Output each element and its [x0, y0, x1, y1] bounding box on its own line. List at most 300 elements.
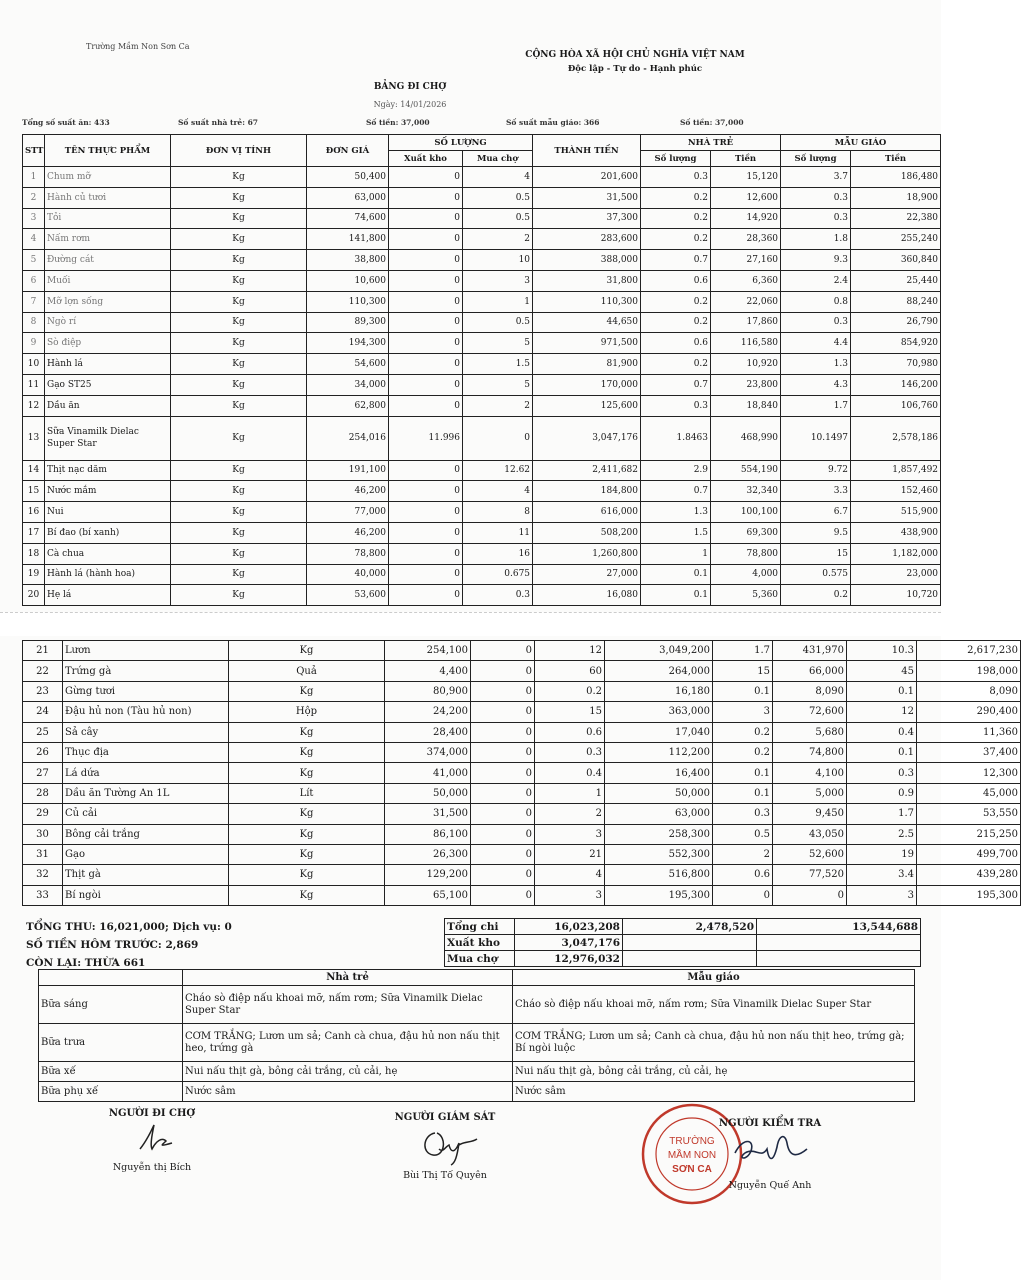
menu-cell-nt: Nui nấu thịt gà, bông cải trắng, củ cải, hẹ	[183, 1062, 513, 1082]
table-row	[23, 783, 1021, 803]
cell-name: Bí ngòi	[63, 885, 229, 905]
cell-name: Nấm rơm	[45, 229, 171, 250]
cell-stt: 12	[23, 395, 45, 416]
totals-summary	[26, 918, 232, 972]
cell-mg-amount: 53,550	[917, 804, 1021, 824]
col-amount: THÀNH TIỀN	[533, 135, 641, 167]
cell-nt-qty: 0.2	[713, 722, 773, 742]
cell-amount: 283,600	[533, 229, 641, 250]
cell-nt-amount: 0	[773, 885, 847, 905]
menu-table	[38, 969, 915, 1102]
cell-name: Dầu ăn Tường An 1L	[63, 783, 229, 803]
cell-name: Thịt gà	[63, 865, 229, 885]
cell-stt: 8	[23, 312, 45, 333]
cell-buy: 5	[463, 374, 533, 395]
cell-nt-qty: 2	[713, 844, 773, 864]
motto: Độc lập - Tự do - Hạnh phúc	[567, 64, 703, 74]
cell-amount: 195,300	[605, 885, 713, 905]
cell-unit: Quả	[229, 661, 385, 681]
cell-stt: 32	[23, 865, 63, 885]
cell-stock-out: 0	[389, 333, 463, 354]
table-row	[23, 333, 941, 354]
table-row	[23, 250, 941, 271]
cell-stt: 3	[23, 208, 45, 229]
table-row	[23, 395, 941, 416]
menu-row	[39, 986, 915, 1024]
cell-unit: Kg	[171, 312, 307, 333]
cell-mg-amount: 1,857,492	[851, 460, 941, 481]
cell-stock-out: 0	[389, 564, 463, 585]
cell-amount: 1,260,800	[533, 543, 641, 564]
cell-nt-qty: 0.5	[713, 824, 773, 844]
cell-mg-qty: 0.3	[847, 763, 917, 783]
cell-stt: 14	[23, 460, 45, 481]
table-row	[23, 885, 1021, 905]
cell-price: 374,000	[385, 742, 471, 762]
cell-stock-out: 0	[389, 502, 463, 523]
cell-buy: 0.5	[463, 187, 533, 208]
signer-name: Bùi Thị Tố Quyên	[403, 1170, 487, 1181]
cell-stt: 10	[23, 354, 45, 375]
cell-nt-amount: 116,580	[711, 333, 781, 354]
cell-buy: 4	[463, 167, 533, 188]
market-table-part1	[22, 134, 941, 606]
cell-nt-amount: 52,600	[773, 844, 847, 864]
cell-unit: Kg	[171, 333, 307, 354]
cell-unit: Kg	[171, 187, 307, 208]
cell-price: 50,000	[385, 783, 471, 803]
cell-mg-qty: 3.3	[781, 481, 851, 502]
table-row	[23, 229, 941, 250]
cell-name: Hành lá	[45, 354, 171, 375]
cell-nt-qty: 0	[713, 885, 773, 905]
cell-mg-amount: 18,900	[851, 187, 941, 208]
cell-price: 28,400	[385, 722, 471, 742]
document-date: Ngày: 14/01/2026	[373, 100, 447, 109]
cell-amount: 170,000	[533, 374, 641, 395]
cell-mg-qty: 1.7	[847, 804, 917, 824]
table-row	[23, 722, 1021, 742]
cell-mg-amount: 186,480	[851, 167, 941, 188]
cell-nt-qty: 1	[641, 543, 711, 564]
cell-nt-qty: 0.2	[641, 312, 711, 333]
table-row	[23, 187, 941, 208]
cell-mg-qty: 9.72	[781, 460, 851, 481]
cell-mg-qty: 10.1497	[781, 416, 851, 460]
cell-stt: 11	[23, 374, 45, 395]
cell-buy: 0.675	[463, 564, 533, 585]
signature-role: NGƯỜI KIỂM TRA	[718, 1118, 822, 1129]
cell-stt: 26	[23, 742, 63, 762]
cell-nt-qty: 0.2	[713, 742, 773, 762]
menu-cell-nt: CƠM TRẮNG; Lươn um sả; Canh cà chua, đậu hủ non nấu thịt heo, trứng gà	[183, 1024, 513, 1062]
cell-mg-amount: 2,578,186	[851, 416, 941, 460]
signature-buyer	[92, 1108, 212, 1173]
cell-price: 4,400	[385, 661, 471, 681]
menu-cell-mg: CƠM TRẮNG; Lươn um sả; Canh cà chua, đậu hủ non nấu thịt heo, trứng gà; Bí ngòi luộc	[513, 1024, 915, 1062]
table-row	[23, 661, 1021, 681]
cell-mg-amount: 22,380	[851, 208, 941, 229]
blank-cell	[757, 951, 921, 967]
total-income: TỔNG THU: 16,021,000; Dịch vụ: 0	[26, 921, 232, 933]
cell-stock-out: 0	[471, 824, 535, 844]
col-buy: Mua chợ	[463, 151, 533, 167]
cell-name: Gạo ST25	[45, 374, 171, 395]
cell-buy: 4	[535, 865, 605, 885]
stock-out-value: 3,047,176	[515, 935, 623, 951]
stamp-line-2: MẦM NON	[667, 1150, 717, 1161]
cell-mg-amount: 11,360	[917, 722, 1021, 742]
cell-price: 50,400	[307, 167, 389, 188]
cell-price: 254,100	[385, 641, 471, 661]
cell-unit: Kg	[171, 374, 307, 395]
cell-stt: 17	[23, 522, 45, 543]
market-buy-value: 12,976,032	[515, 951, 623, 967]
blank-cell	[623, 951, 757, 967]
col-price: ĐƠN GIÁ	[307, 135, 389, 167]
menu-cell-meal: Bữa sáng	[39, 986, 183, 1024]
menu-cell-nt: Cháo sò điệp nấu khoai mỡ, nấm rơm; Sữa Vinamilk Dielac Super Star	[183, 986, 513, 1024]
cell-amount: 31,500	[533, 187, 641, 208]
cell-nt-amount: 74,800	[773, 742, 847, 762]
table-row	[23, 312, 941, 333]
cell-nt-amount: 6,360	[711, 270, 781, 291]
cell-mg-qty: 10.3	[847, 641, 917, 661]
cell-stt: 15	[23, 481, 45, 502]
cell-name: Gạo	[63, 844, 229, 864]
cell-name: Củ cải	[63, 804, 229, 824]
cell-nt-qty: 0.7	[641, 481, 711, 502]
cell-name: Sò điệp	[45, 333, 171, 354]
market-buy-label: Mua chợ	[445, 951, 515, 967]
cell-mg-amount: 195,300	[917, 885, 1021, 905]
cell-mg-amount: 439,280	[917, 865, 1021, 885]
signature-role: NGƯỜI ĐI CHỢ	[108, 1108, 196, 1119]
cell-buy: 0	[463, 416, 533, 460]
cell-nt-qty: 0.2	[641, 208, 711, 229]
table-row	[23, 522, 941, 543]
cell-nt-qty: 3	[713, 702, 773, 722]
cell-unit: Kg	[171, 250, 307, 271]
cell-name: Thịt nạc dăm	[45, 460, 171, 481]
cell-nt-amount: 28,360	[711, 229, 781, 250]
cell-buy: 60	[535, 661, 605, 681]
cell-nt-amount: 9,450	[773, 804, 847, 824]
table-row	[23, 641, 1021, 661]
cell-stt: 20	[23, 585, 45, 606]
cell-buy: 1	[463, 291, 533, 312]
cell-price: 194,300	[307, 333, 389, 354]
cell-buy: 0.3	[535, 742, 605, 762]
cell-amount: 3,047,176	[533, 416, 641, 460]
blank-cell	[39, 970, 183, 986]
cell-unit: Kg	[171, 395, 307, 416]
cell-stock-out: 0	[389, 187, 463, 208]
table-row	[23, 502, 941, 523]
cell-nt-qty: 0.1	[641, 585, 711, 606]
col-stt: STT	[23, 135, 45, 167]
cell-mg-qty: 0.9	[847, 783, 917, 803]
cell-nt-amount: 18,840	[711, 395, 781, 416]
cell-unit: Kg	[171, 229, 307, 250]
cell-stock-out: 0	[389, 250, 463, 271]
cell-nt-qty: 0.6	[641, 270, 711, 291]
cell-stt: 23	[23, 681, 63, 701]
cell-price: 31,500	[385, 804, 471, 824]
cell-mg-amount: 106,760	[851, 395, 941, 416]
cell-unit: Kg	[171, 416, 307, 460]
table-row	[23, 763, 1021, 783]
cell-nt-amount: 4,100	[773, 763, 847, 783]
col-qty: SỐ LƯỢNG	[389, 135, 533, 151]
cell-amount: 16,180	[605, 681, 713, 701]
page-title: BẢNG ĐI CHỢ	[373, 82, 447, 92]
cell-name: Trứng gà	[63, 661, 229, 681]
cell-unit: Kg	[171, 564, 307, 585]
cell-nt-amount: 22,060	[711, 291, 781, 312]
cell-stt: 31	[23, 844, 63, 864]
cell-name: Sữa Vinamilk Dielac Super Star	[45, 416, 171, 460]
cell-stock-out: 0	[389, 543, 463, 564]
cell-mg-qty: 3.7	[781, 167, 851, 188]
menu-row	[39, 1062, 915, 1082]
cell-mg-qty: 2.4	[781, 270, 851, 291]
cell-price: 254,016	[307, 416, 389, 460]
cell-nt-amount: 10,920	[711, 354, 781, 375]
cell-buy: 2	[535, 804, 605, 824]
col-unit: ĐƠN VỊ TÍNH	[171, 135, 307, 167]
cell-unit: Kg	[171, 208, 307, 229]
cell-nt-qty: 0.1	[713, 783, 773, 803]
menu-cell-mg: Nui nấu thịt gà, bông cải trắng, củ cải, hẹ	[513, 1062, 915, 1082]
cell-amount: 388,000	[533, 250, 641, 271]
cell-amount: 81,900	[533, 354, 641, 375]
table-row	[23, 824, 1021, 844]
cell-stt: 7	[23, 291, 45, 312]
cell-mg-qty: 1.3	[781, 354, 851, 375]
cell-name: Muối	[45, 270, 171, 291]
cell-nt-amount: 43,050	[773, 824, 847, 844]
cell-mg-qty: 0.1	[847, 681, 917, 701]
cell-stock-out: 0	[471, 641, 535, 661]
menu-cell-mg: Nước sâm	[513, 1082, 915, 1102]
cell-nt-amount: 5,000	[773, 783, 847, 803]
cell-nt-amount: 431,970	[773, 641, 847, 661]
col-mg-qty: Số lượng	[781, 151, 851, 167]
cell-mg-amount: 8,090	[917, 681, 1021, 701]
cell-buy: 12.62	[463, 460, 533, 481]
table-row	[23, 291, 941, 312]
cell-buy: 4	[463, 481, 533, 502]
signer-name: Nguyễn Quế Anh	[728, 1180, 812, 1191]
cell-mg-amount: 360,840	[851, 250, 941, 271]
cell-amount: 516,800	[605, 865, 713, 885]
cell-nt-qty: 0.7	[641, 250, 711, 271]
cell-stock-out: 0	[471, 661, 535, 681]
cell-amount: 37,300	[533, 208, 641, 229]
cell-stock-out: 0	[471, 804, 535, 824]
cell-nt-qty: 0.6	[641, 333, 711, 354]
cell-nt-qty: 15	[713, 661, 773, 681]
cell-stock-out: 0	[471, 702, 535, 722]
cell-stt: 21	[23, 641, 63, 661]
cell-price: 129,200	[385, 865, 471, 885]
cell-mg-amount: 23,000	[851, 564, 941, 585]
cell-stock-out: 0	[471, 844, 535, 864]
cell-nt-amount: 5,680	[773, 722, 847, 742]
cell-price: 65,100	[385, 885, 471, 905]
cell-unit: Kg	[171, 354, 307, 375]
cell-unit: Kg	[229, 804, 385, 824]
cell-name: Bí đao (bí xanh)	[45, 522, 171, 543]
cell-mg-amount: 198,000	[917, 661, 1021, 681]
cell-nt-amount: 32,340	[711, 481, 781, 502]
cell-stt: 29	[23, 804, 63, 824]
cell-mg-amount: 255,240	[851, 229, 941, 250]
col-stock-out: Xuất kho	[389, 151, 463, 167]
table-row	[23, 543, 941, 564]
cell-stock-out: 0	[389, 354, 463, 375]
cell-price: 74,600	[307, 208, 389, 229]
cell-unit: Kg	[171, 460, 307, 481]
cell-mg-amount: 146,200	[851, 374, 941, 395]
cell-name: Tỏi	[45, 208, 171, 229]
cell-name: Ngò rí	[45, 312, 171, 333]
cell-mg-qty: 4.4	[781, 333, 851, 354]
cell-nt-qty: 0.1	[713, 681, 773, 701]
cell-mg-amount: 12,300	[917, 763, 1021, 783]
table-row	[23, 374, 941, 395]
cell-mg-qty: 6.7	[781, 502, 851, 523]
stamp-line-3: SƠN CA	[672, 1164, 712, 1175]
cell-amount: 125,600	[533, 395, 641, 416]
cell-amount: 44,650	[533, 312, 641, 333]
cell-stt: 2	[23, 187, 45, 208]
cell-name: Mỡ lợn sống	[45, 291, 171, 312]
cell-mg-qty: 15	[781, 543, 851, 564]
cell-name: Lá dứa	[63, 763, 229, 783]
cell-amount: 63,000	[605, 804, 713, 824]
cell-amount: 2,411,682	[533, 460, 641, 481]
cell-mg-amount: 2,617,230	[917, 641, 1021, 661]
cell-name: Hành củ tươi	[45, 187, 171, 208]
cell-amount: 3,049,200	[605, 641, 713, 661]
menu-nha-tre-header: Nhà trẻ	[183, 970, 513, 986]
cell-buy: 0.6	[535, 722, 605, 742]
cell-amount: 508,200	[533, 522, 641, 543]
cell-stt: 30	[23, 824, 63, 844]
cell-amount: 258,300	[605, 824, 713, 844]
cell-stt: 33	[23, 885, 63, 905]
handwritten-signature	[405, 1123, 485, 1167]
cell-mg-amount: 10,720	[851, 585, 941, 606]
cell-mg-qty: 19	[847, 844, 917, 864]
national-header	[470, 48, 800, 76]
stamp-line-1: TRƯỜNG	[669, 1136, 715, 1147]
cell-name: Chum mỡ	[45, 167, 171, 188]
cell-nt-amount: 8,090	[773, 681, 847, 701]
market-table-part2	[22, 640, 1021, 906]
previous-balance: SỐ TIỀN HÔM TRƯỚC: 2,869	[26, 939, 199, 951]
cell-name: Bông cải trắng	[63, 824, 229, 844]
cell-stt: 9	[23, 333, 45, 354]
cell-name: Hẹ lá	[45, 585, 171, 606]
cell-mg-amount: 1,182,000	[851, 543, 941, 564]
cell-stt: 27	[23, 763, 63, 783]
cell-mg-amount: 37,400	[917, 742, 1021, 762]
nha-tre-portions: Số suất nhà trẻ: 67	[178, 118, 259, 127]
cell-nt-amount: 15,120	[711, 167, 781, 188]
cell-stt: 19	[23, 564, 45, 585]
page-divider	[0, 612, 941, 636]
cell-mg-qty: 3.4	[847, 865, 917, 885]
cell-nt-amount: 5,360	[711, 585, 781, 606]
cell-nt-qty: 1.5	[641, 522, 711, 543]
cell-stock-out: 0	[389, 312, 463, 333]
cell-stt: 13	[23, 416, 45, 460]
cell-price: 62,800	[307, 395, 389, 416]
col-mg-amount: Tiền	[851, 151, 941, 167]
cell-amount: 363,000	[605, 702, 713, 722]
menu-cell-meal: Bữa phụ xế	[39, 1082, 183, 1102]
cell-name: Thục địa	[63, 742, 229, 762]
cell-price: 53,600	[307, 585, 389, 606]
cell-nt-qty: 1.7	[713, 641, 773, 661]
table-row	[23, 865, 1021, 885]
cell-name: Đường cát	[45, 250, 171, 271]
cell-price: 46,200	[307, 481, 389, 502]
table-row	[23, 742, 1021, 762]
cell-amount: 971,500	[533, 333, 641, 354]
signature-checker	[700, 1118, 840, 1191]
cell-stock-out: 0	[389, 522, 463, 543]
cell-stock-out: 0	[471, 722, 535, 742]
col-nt-amount: Tiền	[711, 151, 781, 167]
cell-unit: Kg	[229, 885, 385, 905]
cell-unit: Kg	[229, 722, 385, 742]
total-spend-label: Tổng chi	[445, 919, 515, 935]
cell-unit: Kg	[229, 844, 385, 864]
cell-mg-qty: 0.1	[847, 742, 917, 762]
mau-giao-money: Số tiền: 37,000	[680, 118, 744, 127]
cell-stock-out: 0	[389, 229, 463, 250]
cell-price: 86,100	[385, 824, 471, 844]
cell-nt-qty: 2.9	[641, 460, 711, 481]
cell-mg-amount: 290,400	[917, 702, 1021, 722]
cell-mg-amount: 499,700	[917, 844, 1021, 864]
cell-stt: 25	[23, 722, 63, 742]
cell-mg-qty: 3	[847, 885, 917, 905]
cell-buy: 3	[535, 885, 605, 905]
table-row	[23, 481, 941, 502]
remaining-balance: CÒN LẠI: THỪA 661	[26, 957, 146, 969]
cell-price: 54,600	[307, 354, 389, 375]
menu-cell-meal: Bữa xế	[39, 1062, 183, 1082]
cell-nt-qty: 0.2	[641, 291, 711, 312]
cell-buy: 21	[535, 844, 605, 864]
cell-stt: 1	[23, 167, 45, 188]
cell-nt-amount: 12,600	[711, 187, 781, 208]
cell-nt-qty: 0.7	[641, 374, 711, 395]
cell-amount: 184,800	[533, 481, 641, 502]
cell-stt: 24	[23, 702, 63, 722]
cell-mg-qty: 0.4	[847, 722, 917, 742]
cell-mg-amount: 26,790	[851, 312, 941, 333]
cell-price: 80,900	[385, 681, 471, 701]
cell-mg-qty: 0.8	[781, 291, 851, 312]
menu-row	[39, 1024, 915, 1062]
cell-stock-out: 0	[389, 585, 463, 606]
